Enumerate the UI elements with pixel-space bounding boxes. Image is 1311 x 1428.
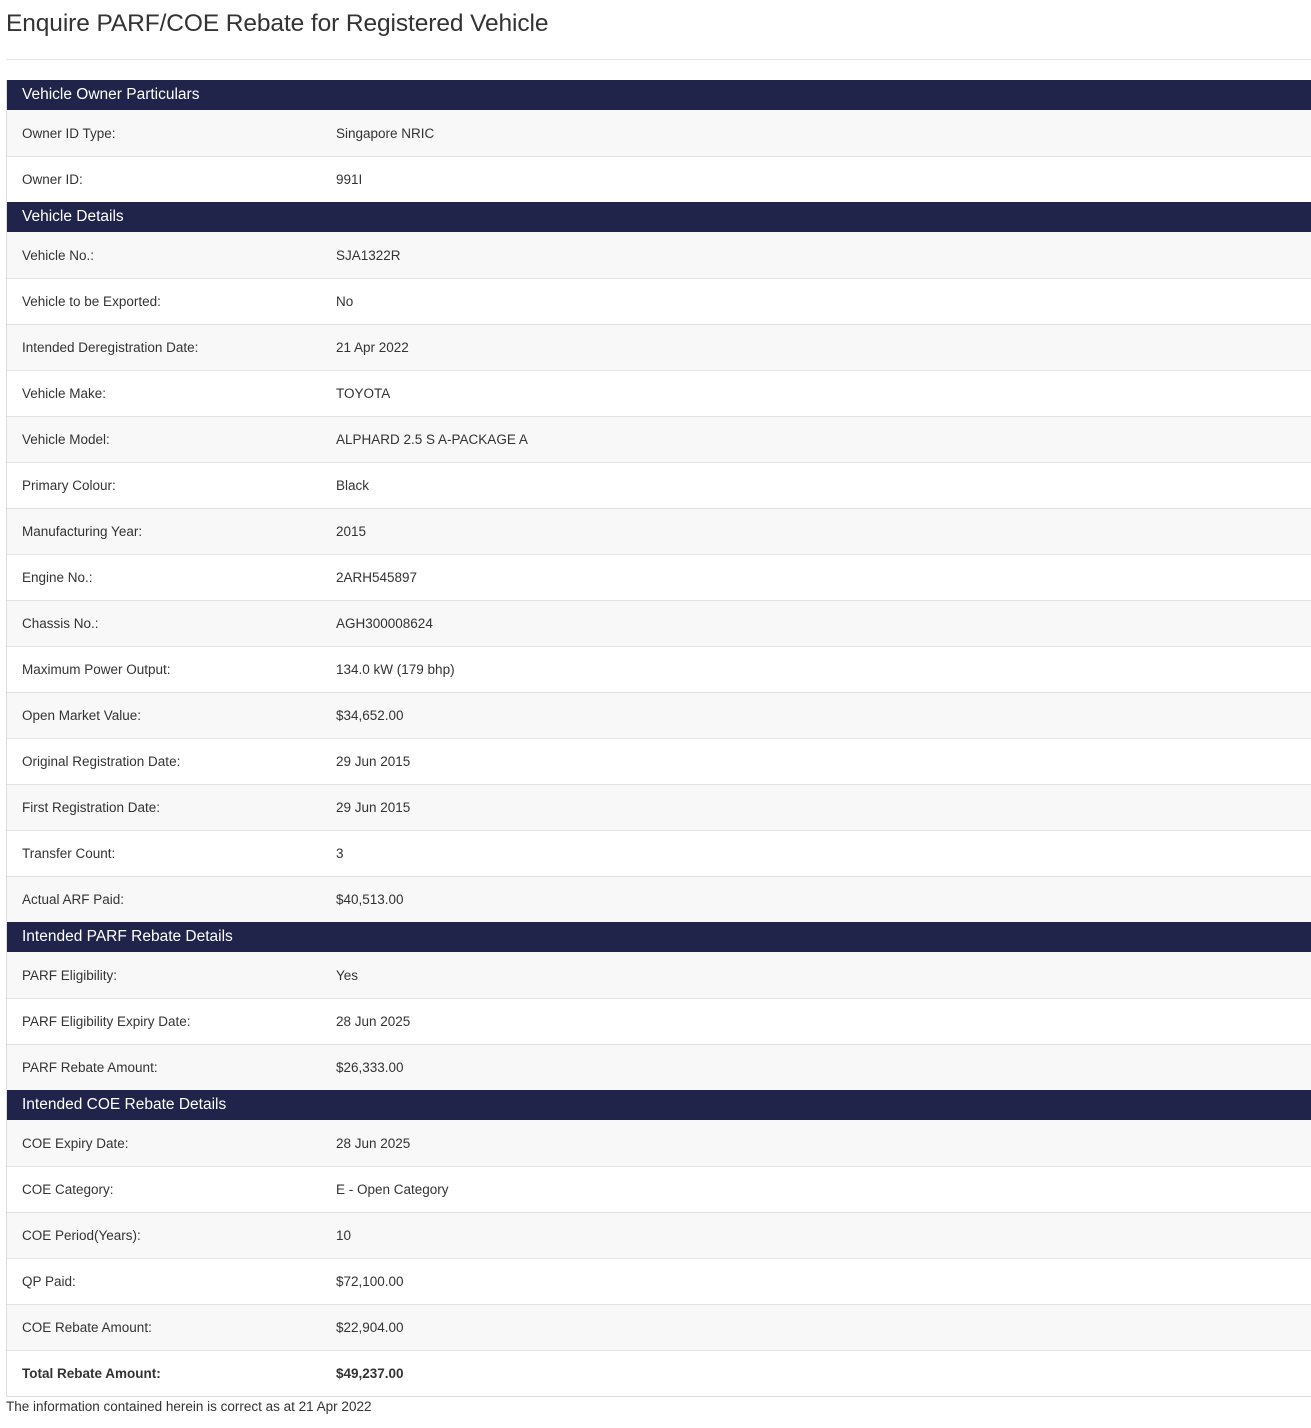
- field-value: $34,652.00: [336, 708, 404, 723]
- detail-row-first-registration-date: [7, 784, 1311, 830]
- field-value: 29 Jun 2015: [336, 800, 411, 815]
- detail-row-coe-expiry-date: [7, 1120, 1311, 1166]
- title-divider: [6, 59, 1311, 60]
- detail-row-actual-arf-paid: [7, 876, 1311, 922]
- field-label: QP Paid:: [22, 1274, 76, 1289]
- field-label: Open Market Value:: [22, 708, 142, 723]
- field-value: $22,904.00: [336, 1320, 404, 1335]
- field-label: PARF Rebate Amount:: [22, 1060, 158, 1075]
- field-label: Owner ID Type:: [22, 125, 116, 141]
- field-value: $49,237.00: [336, 1366, 404, 1381]
- field-value: Black: [336, 478, 370, 493]
- field-value: 10: [336, 1228, 352, 1243]
- field-value: 28 Jun 2025: [336, 1014, 411, 1029]
- field-label: COE Category:: [22, 1182, 114, 1197]
- field-label: Maximum Power Output:: [22, 662, 171, 677]
- detail-row-coe-category: [7, 1166, 1311, 1212]
- field-value: 991I: [336, 172, 363, 187]
- field-value: $72,100.00: [336, 1274, 404, 1289]
- detail-row-vehicle-to-be-exported: [7, 278, 1311, 324]
- field-value: TOYOTA: [336, 386, 391, 401]
- field-label: Engine No.:: [22, 570, 93, 585]
- field-value: Yes: [336, 967, 359, 983]
- detail-row-owner-id: [7, 156, 1311, 202]
- field-label: Chassis No.:: [22, 616, 99, 631]
- detail-row-qp-paid: [7, 1258, 1311, 1304]
- detail-row-parf-rebate-amount: [7, 1044, 1311, 1090]
- field-value: 28 Jun 2025: [336, 1135, 411, 1151]
- detail-row-chassis-no: [7, 600, 1311, 646]
- detail-row-vehicle-no: [7, 232, 1311, 278]
- field-value: 2ARH545897: [336, 570, 418, 585]
- field-value: $26,333.00: [336, 1060, 404, 1075]
- section-header-vehicle-owner-particulars: Vehicle Owner Particulars: [7, 80, 1311, 110]
- info-correct-as-at-note: The information contained herein is correct as at 21 Apr 2022: [6, 1399, 372, 1414]
- field-value: E - Open Category: [336, 1182, 449, 1197]
- field-label: COE Expiry Date:: [22, 1135, 129, 1151]
- field-value: 3: [336, 846, 344, 861]
- field-value: 2015: [336, 524, 367, 539]
- detail-row-parf-eligibility: [7, 952, 1311, 998]
- page-title: Enquire PARF/COE Rebate for Registered Vehicle: [6, 10, 549, 37]
- field-label: Primary Colour:: [22, 478, 116, 493]
- field-label: Transfer Count:: [22, 846, 116, 861]
- field-value: $40,513.00: [336, 892, 404, 907]
- field-label: Manufacturing Year:: [22, 524, 143, 539]
- detail-row-coe-period-years: [7, 1212, 1311, 1258]
- section-header-intended-coe-rebate-details: Intended COE Rebate Details: [7, 1090, 1311, 1120]
- field-label: Total Rebate Amount:: [22, 1366, 161, 1381]
- detail-row-original-registration-date: [7, 738, 1311, 784]
- field-value: Singapore NRIC: [336, 125, 435, 141]
- field-label: PARF Eligibility Expiry Date:: [22, 1014, 191, 1029]
- detail-row-parf-eligibility-expiry-date: [7, 998, 1311, 1044]
- detail-row-vehicle-make: [7, 370, 1311, 416]
- field-value: 21 Apr 2022: [336, 340, 409, 355]
- field-label: COE Period(Years):: [22, 1228, 141, 1243]
- detail-row-maximum-power-output: [7, 646, 1311, 692]
- field-label: Actual ARF Paid:: [22, 892, 125, 907]
- field-label: Vehicle No.:: [22, 247, 95, 263]
- detail-row-intended-deregistration-date: [7, 324, 1311, 370]
- detail-row-primary-colour: [7, 462, 1311, 508]
- detail-row-open-market-value: [7, 692, 1311, 738]
- detail-row-owner-id-type: [7, 110, 1311, 156]
- detail-row-total-rebate-amount: [7, 1350, 1311, 1396]
- field-label: Vehicle Model:: [22, 432, 110, 447]
- detail-row-engine-no: [7, 554, 1311, 600]
- field-label: Original Registration Date:: [22, 754, 181, 769]
- detail-row-manufacturing-year: [7, 508, 1311, 554]
- field-value: 134.0 kW (179 bhp): [336, 662, 455, 677]
- field-label: COE Rebate Amount:: [22, 1320, 152, 1335]
- detail-row-transfer-count: [7, 830, 1311, 876]
- field-value: ALPHARD 2.5 S A-PACKAGE A: [336, 432, 528, 447]
- field-value: SJA1322R: [336, 247, 401, 263]
- field-value: 29 Jun 2015: [336, 754, 411, 769]
- section-header-vehicle-details: Vehicle Details: [7, 202, 1311, 232]
- field-label: First Registration Date:: [22, 800, 161, 815]
- field-label: PARF Eligibility:: [22, 967, 118, 983]
- detail-row-coe-rebate-amount: [7, 1304, 1311, 1350]
- field-label: Owner ID:: [22, 172, 83, 187]
- field-label: Vehicle Make:: [22, 386, 107, 401]
- field-label: Intended Deregistration Date:: [22, 340, 199, 355]
- detail-row-vehicle-model: [7, 416, 1311, 462]
- field-label: Vehicle to be Exported:: [22, 294, 161, 309]
- rebate-details-panel: [6, 80, 1311, 1397]
- field-value: No: [336, 294, 354, 309]
- field-value: AGH300008624: [336, 616, 433, 631]
- section-header-intended-parf-rebate-details: Intended PARF Rebate Details: [7, 922, 1311, 952]
